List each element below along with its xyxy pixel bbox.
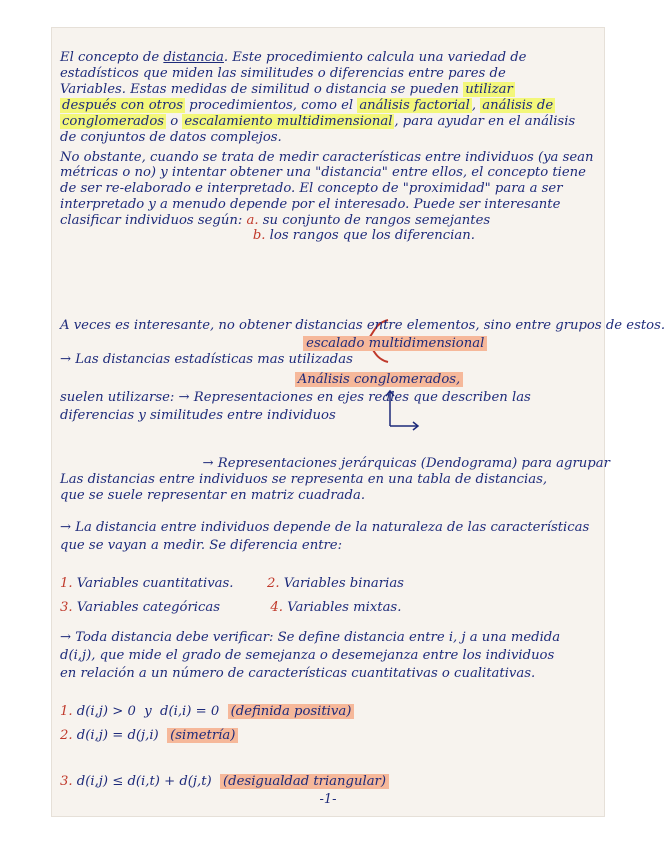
text-span: d(i,j) ≤ d(i,t) + d(j,t)	[72, 774, 221, 789]
highlighted-text: Análisis conglomerados,	[295, 372, 464, 387]
text-span	[60, 228, 253, 243]
text-span: , para ayudar en el análisis	[394, 114, 576, 129]
list-marker: b.	[252, 228, 266, 243]
text-span: ,	[471, 98, 481, 113]
text-span: d(i,j) > 0 y d(i,i) = 0	[72, 704, 228, 719]
text-span: El concepto de	[60, 50, 164, 65]
text-line	[60, 213, 598, 228]
text-span: diferencias y similitudes entre individuos	[60, 408, 336, 423]
highlighted-text: (definida positiva)	[228, 704, 355, 719]
highlighted-text: conglomerados	[62, 114, 165, 129]
text-line	[60, 114, 598, 129]
text-span: → Representaciones jerárquicas (Dendograma) para agrupar	[60, 456, 610, 471]
text-span: Variables cuantitativas.	[72, 576, 268, 591]
text-line	[60, 130, 598, 145]
text-span: de conjuntos de datos complejos.	[60, 130, 282, 145]
text-line	[60, 488, 598, 503]
text-span: o	[166, 114, 183, 129]
text-line	[60, 181, 598, 196]
text-span: Toda distancia debe verificar: Se define distancia entre i, j a una medida	[75, 630, 561, 645]
list-marker: 1.	[60, 704, 73, 719]
text-line	[60, 150, 598, 165]
text-span: →	[60, 352, 76, 367]
highlighted-text: escalamiento multidimensional	[184, 114, 393, 129]
text-line	[60, 82, 598, 97]
text-line	[60, 390, 598, 405]
list-marker: 2.	[267, 576, 280, 591]
highlighted-text: después con otros	[62, 98, 183, 113]
text-span: distancia	[163, 50, 224, 65]
text-span: No obstante, cuando se trata de medir características entre individuos (ya sean	[60, 150, 594, 165]
text-span: Variables binarias	[279, 576, 404, 591]
text-span: A veces es interesante, no obtener distancias entre elementos, sino entre grupos de estos.	[60, 318, 665, 333]
text-line	[60, 648, 598, 663]
text-span: que se suele representar en matriz cuadrada.	[60, 488, 366, 503]
list-marker: 3.	[60, 774, 73, 789]
text-span: d(i,j) = d(j,i)	[72, 728, 168, 743]
highlighted-text: análisis de	[482, 98, 554, 113]
text-span: . Este procedimiento calcula una variedad de	[223, 50, 527, 65]
text-line	[60, 98, 598, 113]
text-line	[60, 576, 598, 591]
list-marker: 2.	[60, 728, 73, 743]
text-line	[60, 408, 598, 423]
list-marker: 4.	[270, 600, 283, 615]
text-line	[60, 372, 598, 387]
text-span: clasificar individuos según:	[60, 213, 247, 228]
text-span: Las distancias estadísticas mas utilizadas	[75, 352, 353, 367]
text-line	[60, 456, 610, 471]
text-line	[60, 774, 598, 789]
text-line	[60, 50, 598, 65]
list-marker: a.	[246, 213, 259, 228]
text-line	[60, 165, 598, 180]
text-line	[60, 352, 598, 367]
highlighted-text: escalado multidimensional	[303, 336, 487, 351]
text-line	[60, 704, 598, 719]
list-marker: 1.	[60, 576, 73, 591]
text-line	[60, 66, 598, 81]
highlighted-text: análisis factorial	[359, 98, 470, 113]
page-number: -1-	[319, 792, 337, 807]
text-span: que se vayan a medir. Se diferencia entre:	[60, 538, 343, 553]
highlighted-text: (simetría)	[167, 728, 238, 743]
text-span: Variables mixtas.	[282, 600, 402, 615]
text-span: suelen utilizarse: → Representaciones en ejes reales que describen las	[60, 390, 531, 405]
notebook-page	[52, 28, 665, 816]
text-span: métricas o no) y intentar obtener una "distancia" entre ellos, el concepto tiene	[60, 165, 586, 180]
text-line	[60, 472, 598, 487]
text-span: procedimientos, como el	[184, 98, 358, 113]
text-line	[60, 520, 598, 535]
text-line	[60, 600, 598, 615]
text-line	[60, 728, 598, 743]
text-span	[60, 336, 303, 351]
text-line	[60, 318, 665, 333]
text-span: d(i,j), que mide el grado de semejanza o desemejanza entre los individuos	[60, 648, 555, 663]
text-span: Variables categóricas	[72, 600, 271, 615]
text-line	[60, 538, 598, 553]
text-span: en relación a un número de características cuantitativas o cualitativas.	[60, 666, 536, 681]
text-span: estadísticos que miden las similitudes o diferencias entre pares de	[60, 66, 506, 81]
text-line	[60, 197, 598, 212]
text-span: Variables. Estas medidas de similitud o distancia se pueden	[60, 82, 464, 97]
text-span: de ser re-elaborado e interpretado. El concepto de "proximidad" para a ser	[60, 181, 563, 196]
text-line	[60, 666, 598, 681]
list-marker: 3.	[60, 600, 73, 615]
text-span: su conjunto de rangos semejantes	[258, 213, 491, 228]
text-line	[60, 630, 598, 645]
text-span: La distancia entre individuos depende de la naturaleza de las características	[75, 520, 590, 535]
text-span: →	[60, 630, 76, 645]
text-span	[60, 372, 295, 387]
text-line	[60, 336, 598, 351]
text-span: →	[60, 520, 76, 535]
text-span: Las distancias entre individuos se representa en una tabla de distancias,	[60, 472, 548, 487]
highlighted-text: utilizar	[465, 82, 513, 97]
text-line	[60, 228, 598, 243]
highlighted-text: (desigualdad triangular)	[220, 774, 389, 789]
text-span: los rangos que los diferencian.	[265, 228, 475, 243]
text-span: interpretado y a menudo depende por el interesado. Puede ser interesante	[60, 197, 561, 212]
